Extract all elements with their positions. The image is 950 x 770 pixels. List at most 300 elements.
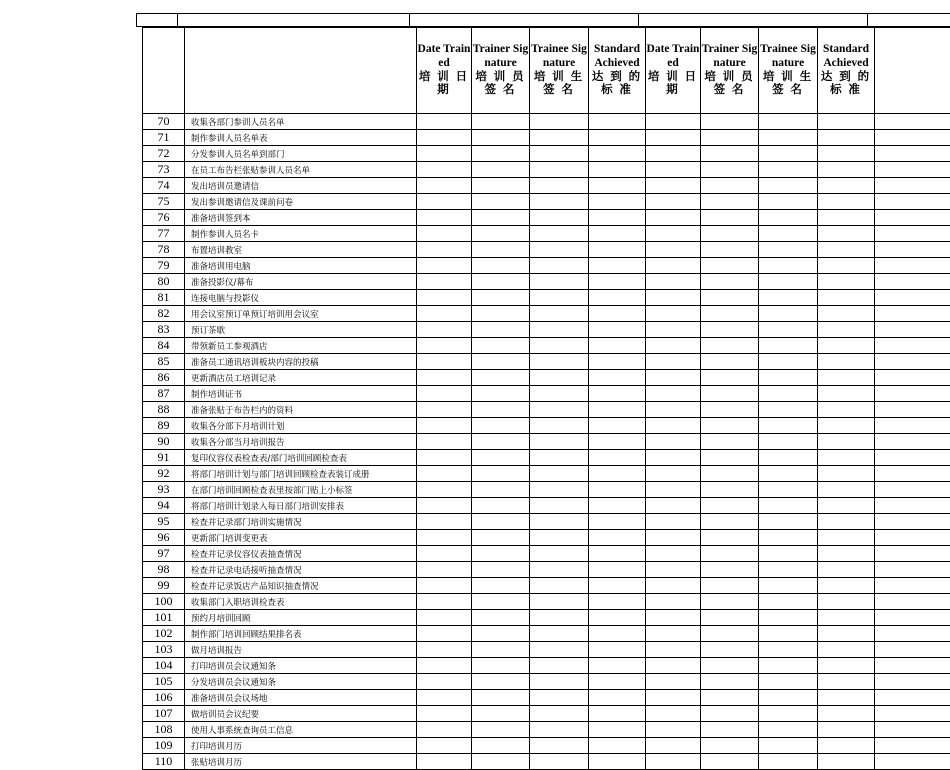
entry-cell[interactable] <box>875 242 950 258</box>
entry-cell[interactable] <box>759 226 818 242</box>
entry-cell[interactable] <box>646 642 701 658</box>
entry-cell[interactable] <box>875 706 950 722</box>
entry-cell[interactable] <box>759 418 818 434</box>
entry-cell[interactable] <box>818 354 875 370</box>
entry-cell[interactable] <box>417 658 472 674</box>
entry-cell[interactable] <box>530 530 589 546</box>
entry-cell[interactable] <box>646 482 701 498</box>
entry-cell[interactable] <box>530 578 589 594</box>
entry-cell[interactable] <box>646 194 701 210</box>
entry-cell[interactable] <box>646 754 701 770</box>
entry-cell[interactable] <box>818 706 875 722</box>
entry-cell[interactable] <box>472 194 530 210</box>
entry-cell[interactable] <box>818 674 875 690</box>
entry-cell[interactable] <box>417 274 472 290</box>
entry-cell[interactable] <box>875 226 950 242</box>
entry-cell[interactable] <box>759 354 818 370</box>
entry-cell[interactable] <box>472 722 530 738</box>
entry-cell[interactable] <box>818 226 875 242</box>
entry-cell[interactable] <box>530 114 589 130</box>
entry-cell[interactable] <box>875 690 950 706</box>
entry-cell[interactable] <box>875 658 950 674</box>
entry-cell[interactable] <box>701 114 759 130</box>
entry-cell[interactable] <box>701 642 759 658</box>
entry-cell[interactable] <box>701 690 759 706</box>
entry-cell[interactable] <box>530 290 589 306</box>
entry-cell[interactable] <box>472 290 530 306</box>
entry-cell[interactable] <box>646 322 701 338</box>
entry-cell[interactable] <box>759 466 818 482</box>
entry-cell[interactable] <box>818 402 875 418</box>
entry-cell[interactable] <box>759 386 818 402</box>
entry-cell[interactable] <box>818 178 875 194</box>
entry-cell[interactable] <box>759 258 818 274</box>
entry-cell[interactable] <box>875 290 950 306</box>
entry-cell[interactable] <box>759 626 818 642</box>
entry-cell[interactable] <box>701 546 759 562</box>
entry-cell[interactable] <box>875 258 950 274</box>
entry-cell[interactable] <box>417 178 472 194</box>
entry-cell[interactable] <box>417 610 472 626</box>
entry-cell[interactable] <box>472 674 530 690</box>
entry-cell[interactable] <box>530 594 589 610</box>
entry-cell[interactable] <box>589 370 646 386</box>
entry-cell[interactable] <box>589 418 646 434</box>
entry-cell[interactable] <box>875 546 950 562</box>
entry-cell[interactable] <box>589 706 646 722</box>
entry-cell[interactable] <box>417 258 472 274</box>
entry-cell[interactable] <box>530 658 589 674</box>
entry-cell[interactable] <box>646 146 701 162</box>
entry-cell[interactable] <box>589 354 646 370</box>
entry-cell[interactable] <box>701 322 759 338</box>
entry-cell[interactable] <box>472 130 530 146</box>
entry-cell[interactable] <box>701 242 759 258</box>
entry-cell[interactable] <box>589 674 646 690</box>
entry-cell[interactable] <box>759 450 818 466</box>
entry-cell[interactable] <box>875 274 950 290</box>
entry-cell[interactable] <box>530 690 589 706</box>
entry-cell[interactable] <box>701 434 759 450</box>
entry-cell[interactable] <box>818 466 875 482</box>
entry-cell[interactable] <box>701 738 759 754</box>
entry-cell[interactable] <box>701 674 759 690</box>
entry-cell[interactable] <box>646 114 701 130</box>
top-strip-cell-3[interactable] <box>409 13 639 27</box>
entry-cell[interactable] <box>646 626 701 642</box>
entry-cell[interactable] <box>589 738 646 754</box>
entry-cell[interactable] <box>417 370 472 386</box>
entry-cell[interactable] <box>530 754 589 770</box>
entry-cell[interactable] <box>759 498 818 514</box>
entry-cell[interactable] <box>589 530 646 546</box>
entry-cell[interactable] <box>759 210 818 226</box>
entry-cell[interactable] <box>417 642 472 658</box>
entry-cell[interactable] <box>472 370 530 386</box>
entry-cell[interactable] <box>417 386 472 402</box>
entry-cell[interactable] <box>759 722 818 738</box>
entry-cell[interactable] <box>818 626 875 642</box>
entry-cell[interactable] <box>417 530 472 546</box>
entry-cell[interactable] <box>646 434 701 450</box>
entry-cell[interactable] <box>589 498 646 514</box>
entry-cell[interactable] <box>417 738 472 754</box>
entry-cell[interactable] <box>530 514 589 530</box>
entry-cell[interactable] <box>875 498 950 514</box>
entry-cell[interactable] <box>818 130 875 146</box>
entry-cell[interactable] <box>646 418 701 434</box>
entry-cell[interactable] <box>472 706 530 722</box>
entry-cell[interactable] <box>589 402 646 418</box>
entry-cell[interactable] <box>759 578 818 594</box>
entry-cell[interactable] <box>701 178 759 194</box>
entry-cell[interactable] <box>701 162 759 178</box>
entry-cell[interactable] <box>417 290 472 306</box>
entry-cell[interactable] <box>875 450 950 466</box>
entry-cell[interactable] <box>472 386 530 402</box>
entry-cell[interactable] <box>417 338 472 354</box>
entry-cell[interactable] <box>530 738 589 754</box>
entry-cell[interactable] <box>472 562 530 578</box>
entry-cell[interactable] <box>417 514 472 530</box>
entry-cell[interactable] <box>701 706 759 722</box>
entry-cell[interactable] <box>417 434 472 450</box>
entry-cell[interactable] <box>472 594 530 610</box>
entry-cell[interactable] <box>818 258 875 274</box>
entry-cell[interactable] <box>530 642 589 658</box>
entry-cell[interactable] <box>646 498 701 514</box>
entry-cell[interactable] <box>530 162 589 178</box>
entry-cell[interactable] <box>646 738 701 754</box>
top-strip-cell-5[interactable] <box>867 13 950 27</box>
top-strip-cell-4[interactable] <box>638 13 868 27</box>
entry-cell[interactable] <box>759 306 818 322</box>
entry-cell[interactable] <box>759 290 818 306</box>
entry-cell[interactable] <box>530 450 589 466</box>
entry-cell[interactable] <box>818 338 875 354</box>
entry-cell[interactable] <box>646 578 701 594</box>
entry-cell[interactable] <box>530 706 589 722</box>
entry-cell[interactable] <box>701 386 759 402</box>
entry-cell[interactable] <box>875 162 950 178</box>
entry-cell[interactable] <box>589 690 646 706</box>
entry-cell[interactable] <box>589 258 646 274</box>
entry-cell[interactable] <box>646 354 701 370</box>
entry-cell[interactable] <box>701 306 759 322</box>
entry-cell[interactable] <box>472 338 530 354</box>
entry-cell[interactable] <box>646 338 701 354</box>
entry-cell[interactable] <box>646 722 701 738</box>
entry-cell[interactable] <box>701 578 759 594</box>
entry-cell[interactable] <box>417 146 472 162</box>
entry-cell[interactable] <box>701 290 759 306</box>
entry-cell[interactable] <box>589 242 646 258</box>
entry-cell[interactable] <box>589 514 646 530</box>
entry-cell[interactable] <box>875 482 950 498</box>
entry-cell[interactable] <box>646 210 701 226</box>
entry-cell[interactable] <box>646 610 701 626</box>
entry-cell[interactable] <box>589 338 646 354</box>
entry-cell[interactable] <box>417 354 472 370</box>
top-strip-cell-1[interactable] <box>136 13 178 27</box>
entry-cell[interactable] <box>701 402 759 418</box>
entry-cell[interactable] <box>701 722 759 738</box>
entry-cell[interactable] <box>472 610 530 626</box>
entry-cell[interactable] <box>818 290 875 306</box>
entry-cell[interactable] <box>472 354 530 370</box>
entry-cell[interactable] <box>875 514 950 530</box>
entry-cell[interactable] <box>530 418 589 434</box>
entry-cell[interactable] <box>417 482 472 498</box>
entry-cell[interactable] <box>472 578 530 594</box>
entry-cell[interactable] <box>417 306 472 322</box>
entry-cell[interactable] <box>875 610 950 626</box>
entry-cell[interactable] <box>530 242 589 258</box>
entry-cell[interactable] <box>759 658 818 674</box>
entry-cell[interactable] <box>875 418 950 434</box>
entry-cell[interactable] <box>875 626 950 642</box>
entry-cell[interactable] <box>589 466 646 482</box>
entry-cell[interactable] <box>530 466 589 482</box>
entry-cell[interactable] <box>875 178 950 194</box>
entry-cell[interactable] <box>530 626 589 642</box>
entry-cell[interactable] <box>530 226 589 242</box>
entry-cell[interactable] <box>417 114 472 130</box>
entry-cell[interactable] <box>417 466 472 482</box>
entry-cell[interactable] <box>530 370 589 386</box>
entry-cell[interactable] <box>818 722 875 738</box>
entry-cell[interactable] <box>875 578 950 594</box>
entry-cell[interactable] <box>759 738 818 754</box>
entry-cell[interactable] <box>530 210 589 226</box>
entry-cell[interactable] <box>530 610 589 626</box>
entry-cell[interactable] <box>646 690 701 706</box>
entry-cell[interactable] <box>759 434 818 450</box>
entry-cell[interactable] <box>472 178 530 194</box>
entry-cell[interactable] <box>759 178 818 194</box>
entry-cell[interactable] <box>589 626 646 642</box>
entry-cell[interactable] <box>530 274 589 290</box>
entry-cell[interactable] <box>759 146 818 162</box>
entry-cell[interactable] <box>589 130 646 146</box>
entry-cell[interactable] <box>530 146 589 162</box>
entry-cell[interactable] <box>701 210 759 226</box>
entry-cell[interactable] <box>417 130 472 146</box>
entry-cell[interactable] <box>875 530 950 546</box>
entry-cell[interactable] <box>472 242 530 258</box>
entry-cell[interactable] <box>646 466 701 482</box>
entry-cell[interactable] <box>530 402 589 418</box>
entry-cell[interactable] <box>875 338 950 354</box>
entry-cell[interactable] <box>701 466 759 482</box>
entry-cell[interactable] <box>472 642 530 658</box>
entry-cell[interactable] <box>589 114 646 130</box>
entry-cell[interactable] <box>472 450 530 466</box>
entry-cell[interactable] <box>759 114 818 130</box>
entry-cell[interactable] <box>759 162 818 178</box>
entry-cell[interactable] <box>818 370 875 386</box>
entry-cell[interactable] <box>701 754 759 770</box>
entry-cell[interactable] <box>417 242 472 258</box>
entry-cell[interactable] <box>472 482 530 498</box>
entry-cell[interactable] <box>417 546 472 562</box>
entry-cell[interactable] <box>472 434 530 450</box>
entry-cell[interactable] <box>759 402 818 418</box>
entry-cell[interactable] <box>759 370 818 386</box>
entry-cell[interactable] <box>759 130 818 146</box>
entry-cell[interactable] <box>530 546 589 562</box>
entry-cell[interactable] <box>417 402 472 418</box>
entry-cell[interactable] <box>701 450 759 466</box>
entry-cell[interactable] <box>646 258 701 274</box>
entry-cell[interactable] <box>818 610 875 626</box>
entry-cell[interactable] <box>530 194 589 210</box>
entry-cell[interactable] <box>875 130 950 146</box>
entry-cell[interactable] <box>646 546 701 562</box>
entry-cell[interactable] <box>472 738 530 754</box>
entry-cell[interactable] <box>589 434 646 450</box>
entry-cell[interactable] <box>759 242 818 258</box>
entry-cell[interactable] <box>472 754 530 770</box>
entry-cell[interactable] <box>472 210 530 226</box>
entry-cell[interactable] <box>701 530 759 546</box>
entry-cell[interactable] <box>646 306 701 322</box>
entry-cell[interactable] <box>530 130 589 146</box>
entry-cell[interactable] <box>759 642 818 658</box>
entry-cell[interactable] <box>818 146 875 162</box>
entry-cell[interactable] <box>875 562 950 578</box>
entry-cell[interactable] <box>417 162 472 178</box>
entry-cell[interactable] <box>701 146 759 162</box>
entry-cell[interactable] <box>646 658 701 674</box>
entry-cell[interactable] <box>417 210 472 226</box>
entry-cell[interactable] <box>818 306 875 322</box>
entry-cell[interactable] <box>759 706 818 722</box>
entry-cell[interactable] <box>818 530 875 546</box>
entry-cell[interactable] <box>646 226 701 242</box>
entry-cell[interactable] <box>701 610 759 626</box>
entry-cell[interactable] <box>875 146 950 162</box>
entry-cell[interactable] <box>818 578 875 594</box>
entry-cell[interactable] <box>818 162 875 178</box>
entry-cell[interactable] <box>589 162 646 178</box>
entry-cell[interactable] <box>530 322 589 338</box>
entry-cell[interactable] <box>818 434 875 450</box>
entry-cell[interactable] <box>875 434 950 450</box>
entry-cell[interactable] <box>701 354 759 370</box>
entry-cell[interactable] <box>818 450 875 466</box>
entry-cell[interactable] <box>417 418 472 434</box>
entry-cell[interactable] <box>646 370 701 386</box>
entry-cell[interactable] <box>589 178 646 194</box>
entry-cell[interactable] <box>818 754 875 770</box>
entry-cell[interactable] <box>472 162 530 178</box>
entry-cell[interactable] <box>417 578 472 594</box>
entry-cell[interactable] <box>875 306 950 322</box>
entry-cell[interactable] <box>530 498 589 514</box>
entry-cell[interactable] <box>759 530 818 546</box>
entry-cell[interactable] <box>875 642 950 658</box>
entry-cell[interactable] <box>875 674 950 690</box>
entry-cell[interactable] <box>646 162 701 178</box>
entry-cell[interactable] <box>818 482 875 498</box>
entry-cell[interactable] <box>417 594 472 610</box>
entry-cell[interactable] <box>417 690 472 706</box>
entry-cell[interactable] <box>589 290 646 306</box>
entry-cell[interactable] <box>589 642 646 658</box>
entry-cell[interactable] <box>759 610 818 626</box>
entry-cell[interactable] <box>759 546 818 562</box>
entry-cell[interactable] <box>818 322 875 338</box>
entry-cell[interactable] <box>701 130 759 146</box>
entry-cell[interactable] <box>646 130 701 146</box>
entry-cell[interactable] <box>818 498 875 514</box>
entry-cell[interactable] <box>530 722 589 738</box>
entry-cell[interactable] <box>472 146 530 162</box>
entry-cell[interactable] <box>875 594 950 610</box>
entry-cell[interactable] <box>646 386 701 402</box>
entry-cell[interactable] <box>417 562 472 578</box>
entry-cell[interactable] <box>646 562 701 578</box>
entry-cell[interactable] <box>818 210 875 226</box>
entry-cell[interactable] <box>472 690 530 706</box>
entry-cell[interactable] <box>818 242 875 258</box>
entry-cell[interactable] <box>875 194 950 210</box>
entry-cell[interactable] <box>589 146 646 162</box>
entry-cell[interactable] <box>417 706 472 722</box>
entry-cell[interactable] <box>875 738 950 754</box>
entry-cell[interactable] <box>472 626 530 642</box>
entry-cell[interactable] <box>589 386 646 402</box>
entry-cell[interactable] <box>472 546 530 562</box>
entry-cell[interactable] <box>646 594 701 610</box>
entry-cell[interactable] <box>417 194 472 210</box>
entry-cell[interactable] <box>472 418 530 434</box>
entry-cell[interactable] <box>701 226 759 242</box>
entry-cell[interactable] <box>472 498 530 514</box>
entry-cell[interactable] <box>646 178 701 194</box>
entry-cell[interactable] <box>417 754 472 770</box>
entry-cell[interactable] <box>759 274 818 290</box>
entry-cell[interactable] <box>875 386 950 402</box>
entry-cell[interactable] <box>759 594 818 610</box>
entry-cell[interactable] <box>417 450 472 466</box>
entry-cell[interactable] <box>759 194 818 210</box>
entry-cell[interactable] <box>589 210 646 226</box>
entry-cell[interactable] <box>701 370 759 386</box>
entry-cell[interactable] <box>589 562 646 578</box>
entry-cell[interactable] <box>589 274 646 290</box>
entry-cell[interactable] <box>530 674 589 690</box>
entry-cell[interactable] <box>875 354 950 370</box>
entry-cell[interactable] <box>646 530 701 546</box>
entry-cell[interactable] <box>818 194 875 210</box>
entry-cell[interactable] <box>701 658 759 674</box>
entry-cell[interactable] <box>701 514 759 530</box>
entry-cell[interactable] <box>701 562 759 578</box>
entry-cell[interactable] <box>646 290 701 306</box>
entry-cell[interactable] <box>759 754 818 770</box>
entry-cell[interactable] <box>701 258 759 274</box>
entry-cell[interactable] <box>472 658 530 674</box>
entry-cell[interactable] <box>589 578 646 594</box>
entry-cell[interactable] <box>417 674 472 690</box>
entry-cell[interactable] <box>646 274 701 290</box>
entry-cell[interactable] <box>759 338 818 354</box>
entry-cell[interactable] <box>701 274 759 290</box>
entry-cell[interactable] <box>589 194 646 210</box>
entry-cell[interactable] <box>530 178 589 194</box>
